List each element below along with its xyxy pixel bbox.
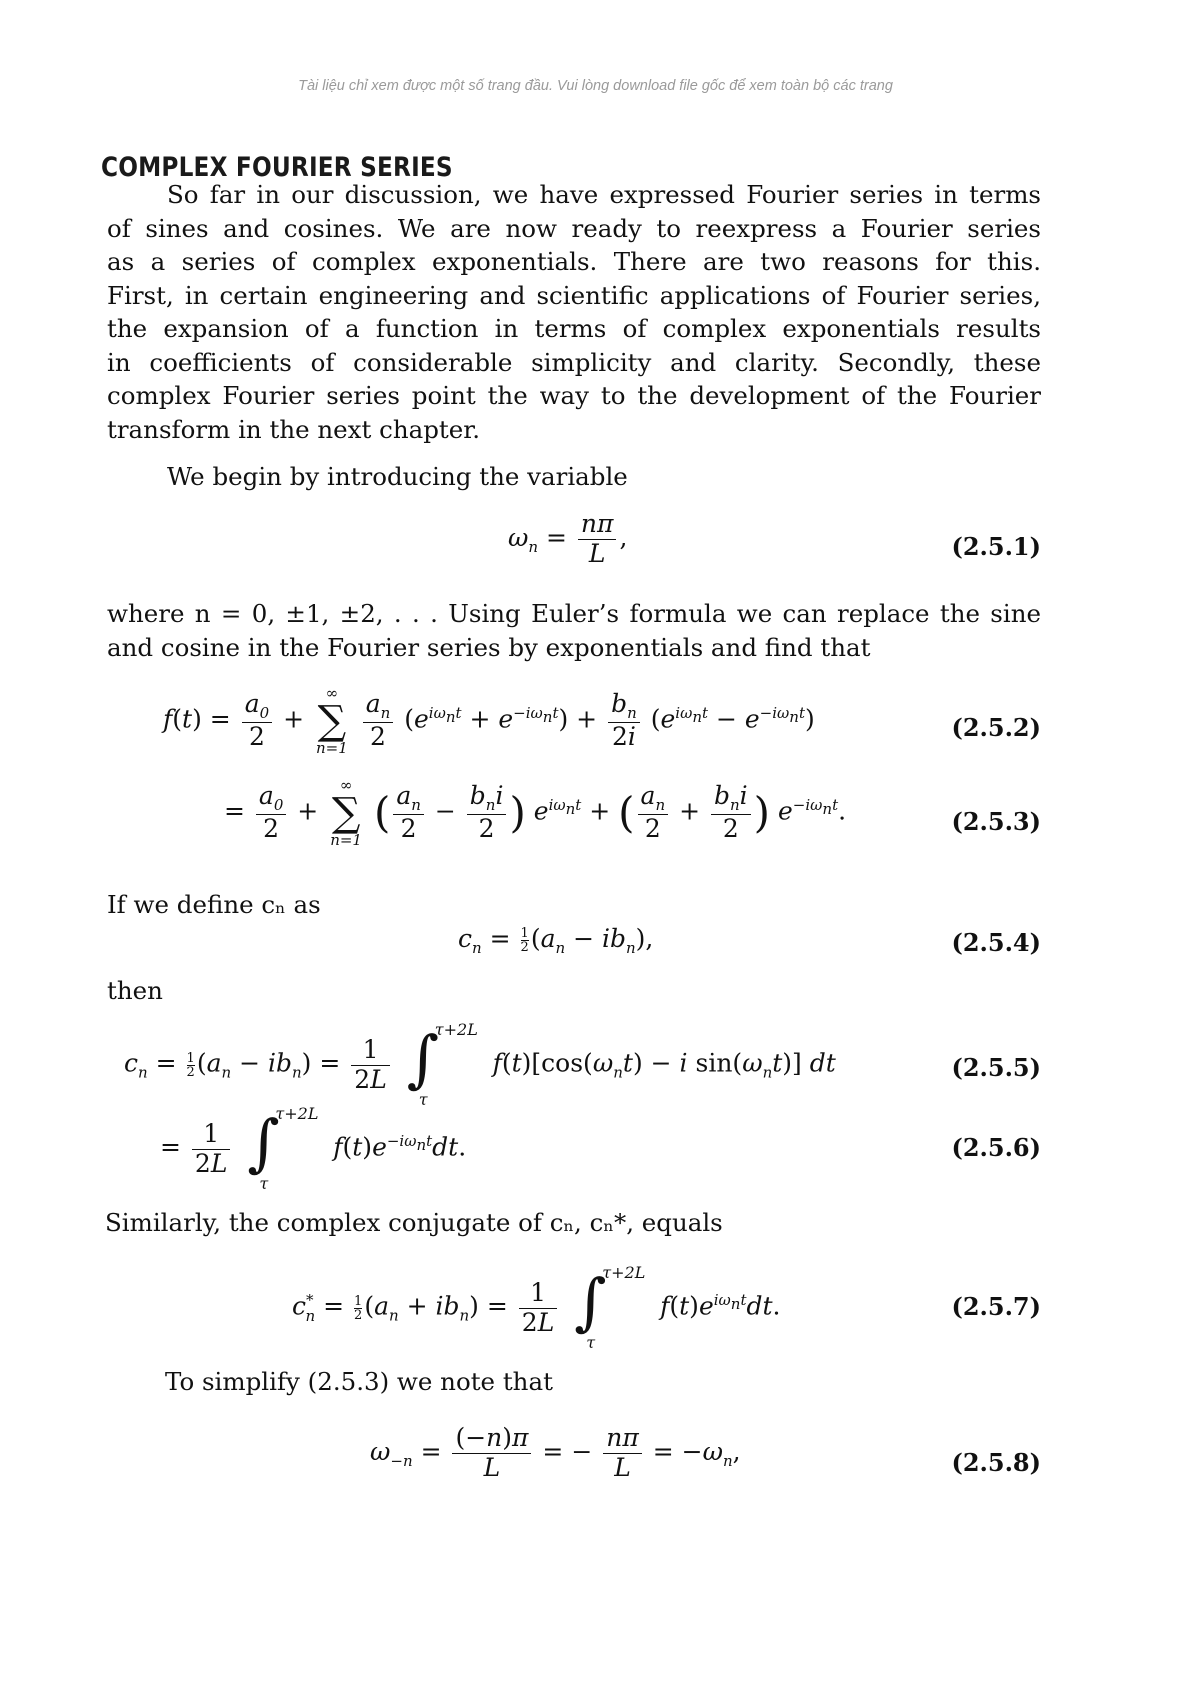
equation-number: (2.5.4): [951, 928, 1041, 957]
equation-number: (2.5.6): [951, 1133, 1041, 1162]
intro-line: as a series of complex exponentials. There are two reasons for this.: [107, 247, 1041, 276]
intro-line: So far in our discussion, we have expressed Fourier series in terms: [167, 180, 1041, 209]
simplify-line: To simplify (2.5.3) we note that: [165, 1367, 553, 1396]
equation-2-5-3: = $\frac{a_0}{2}$ + ∞ ∑ n=1 ( $\frac{a_n}{2}$ − $\frac{b_ni}{2}$ ) $e^{i\omega_nt}$ + ( $\frac{a_n}{2}$ + $\frac{b_ni}{2}$ ) $e^{-i\omega_nt}$.: [224, 776, 847, 849]
section-heading: COMPLEX FOURIER SERIES: [101, 152, 453, 183]
intro-paragraph: [107, 178, 1041, 446]
equation-number: (2.5.5): [951, 1053, 1041, 1082]
intro-line: in coefficients of considerable simplicity and clarity. Secondly, these: [107, 347, 1041, 377]
where-line: where n = 0, ±1, ±2, . . . Using Euler’s formula we can replace the sine: [107, 599, 1041, 628]
intro-line: First, in certain engineering and scientific applications of Fourier series,: [107, 280, 1041, 310]
where-line: and cosine in the Fourier series by exponentials and find that: [107, 632, 871, 662]
equation-2-5-2: f(t) = $\frac{a_0}{2}$ + ∞ ∑ n=1 $\frac{a_n}{2}$ $(e^{i\omega_nt} + e^{-i\omega_nt})$ + $\frac{b_n}{2i}$ $(e^{i\omega_nt} - e^{-i\omega_nt})$: [163, 684, 815, 757]
equation-2-5-5: $c_n$ = $\frac{1}{2}$ $(a_n - ib_n)$ = $\frac{1}{2L}$ ∫ τ+2L τ $f(t)[\cos(\omega_nt) - i$ $\sin(\omega_nt)$] dt: [124, 1020, 836, 1109]
begin-line: We begin by introducing the variable: [167, 462, 628, 491]
equation-number: (2.5.1): [951, 532, 1041, 561]
equation-number: (2.5.3): [951, 807, 1041, 836]
equation-number: (2.5.2): [951, 713, 1041, 742]
intro-line: transform in the next chapter.: [107, 414, 481, 444]
where-paragraph: [107, 597, 1041, 664]
define-line: If we define cₙ as: [107, 890, 321, 919]
equation-2-5-7: $c^*_n$ = $\frac{1}{2}$ $(a_n + ib_n)$ = $\frac{1}{2L}$ ∫ τ+2L τ $f(t)e^{i\omega_nt}dt$.: [292, 1263, 781, 1352]
equation-number: (2.5.7): [951, 1292, 1041, 1321]
intro-line: the expansion of a function in terms of complex exponentials results: [107, 314, 1041, 343]
intro-line: of sines and cosines. We are now ready to reexpress a Fourier series: [107, 213, 1041, 243]
intro-line: complex Fourier series point the way to the development of the Fourier: [107, 381, 1041, 410]
then-line: then: [107, 976, 163, 1005]
similarly-line: Similarly, the complex conjugate of cₙ, cₙ*, equals: [105, 1208, 723, 1237]
equation-2-5-6: = $\frac{1}{2L}$ ∫ τ+2L τ $f(t)e^{-i\omega_nt}dt$.: [160, 1104, 467, 1193]
equation-number: (2.5.8): [951, 1448, 1041, 1477]
watermark-banner: Tài liệu chỉ xem được một số trang đầu. Vui lòng download file gốc để xem toàn bộ các trang: [298, 78, 893, 94]
equation-2-5-8: $\omega_{-n}$ = $\frac{(-n)\pi}{L}$ = − $\frac{n\pi}{L}$ = $-\omega_n$,: [370, 1423, 741, 1482]
equation-2-5-4: $c_n$ = $\frac{1}{2}$ $(a_n - ib_n)$,: [458, 924, 654, 957]
equation-2-5-1: $\omega_n$ = $\frac{n\pi}{L}$ ,: [508, 509, 628, 568]
